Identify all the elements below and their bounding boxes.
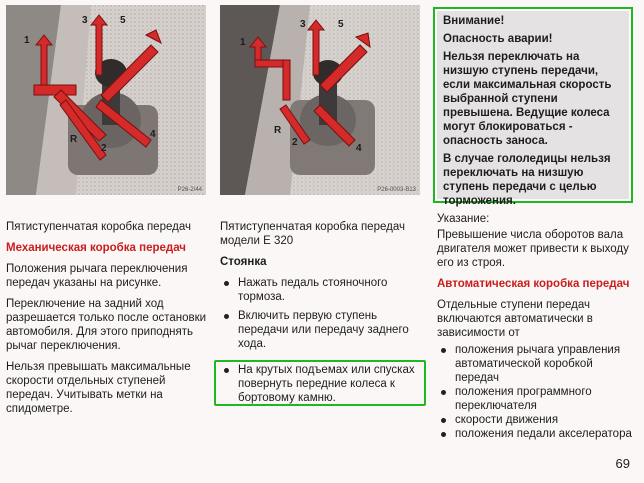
paragraph: Нельзя превышать максимальные скорости отдельных ступеней передач. Учитывать метки на спидометре. <box>6 361 191 415</box>
section-heading: Автоматическая коробка передач <box>437 278 630 290</box>
list-item: На крутых подъемах или спусках повернуть передние колеса к бортовому камню. <box>220 363 422 405</box>
list-item: Включить первую ступень передачи или передачу заднего хода. <box>220 309 422 351</box>
warning-text: Нельзя переключать на низшую ступень передачи, если максимальная скорость выбранной ступени превышена. Ведущие колеса могут блокироваться - опасность заноса. <box>443 51 612 147</box>
automatic-transmission-section <box>437 212 635 441</box>
gear-label: R <box>274 125 282 136</box>
gear-shift-illustration <box>220 5 420 195</box>
gear-label: 3 <box>300 19 306 30</box>
note-text: Превышение числа оборотов вала двигателя может привести к выходу его из строя. <box>437 229 629 269</box>
highlight-frame <box>214 360 426 406</box>
gear-label: 2 <box>101 143 107 154</box>
gear-label: 5 <box>338 19 344 30</box>
gear-label: 1 <box>240 37 246 48</box>
list-item: положения рычага управления автоматической коробкой передач <box>437 343 635 385</box>
figure-caption: Пятиступенчатая коробка передач модели E 320 <box>220 221 405 247</box>
section-heading: Механическая коробка передач <box>6 242 186 254</box>
warning-subtitle: Опасность аварии! <box>443 33 553 45</box>
list-item: скорости движения <box>437 413 635 427</box>
paragraph: Положения рычага переключения передач указаны на рисунке. <box>6 263 188 289</box>
gear-diagram-right <box>220 5 420 195</box>
factors-list <box>437 343 635 441</box>
figure-caption: Пятиступенчатая коробка передач <box>6 221 191 233</box>
section-heading: Стоянка <box>220 256 267 268</box>
danger-warning-box <box>433 7 633 207</box>
warning-text: В случае гололедицы нельзя переключать на низшую ступень передачи с целью торможения. <box>443 153 611 207</box>
list-item: Нажать педаль стояночного тормоза. <box>220 276 422 304</box>
gear-label: 2 <box>292 137 298 148</box>
gear-label: 3 <box>82 15 88 26</box>
figure-code: P26-2/44 <box>177 187 202 193</box>
gear-label: R <box>70 134 78 145</box>
list-item: положения программного переключателя <box>437 385 635 413</box>
list-item: положения педали акселератора <box>437 427 635 441</box>
paragraph: Отдельные ступени передач включаются автоматически в зависимости от <box>437 299 593 339</box>
gear-label: 1 <box>24 35 30 46</box>
page-number: 69 <box>615 456 630 471</box>
figure-code: P26-0003-B13 <box>377 187 416 193</box>
warning-title: Внимание! <box>443 15 505 27</box>
note-label: Указание: <box>437 213 490 225</box>
gear-label: 5 <box>120 15 126 26</box>
gear-diagram-left <box>6 5 206 195</box>
gear-shift-illustration <box>6 5 206 195</box>
gear-label: 4 <box>150 129 156 140</box>
paragraph: Переключение на задний ход разрешается только после остановки автомобиля. Для этого приподнять рычаг переключения. <box>6 298 207 352</box>
manual-transmission-section <box>6 220 210 423</box>
gear-label: 4 <box>356 143 362 154</box>
